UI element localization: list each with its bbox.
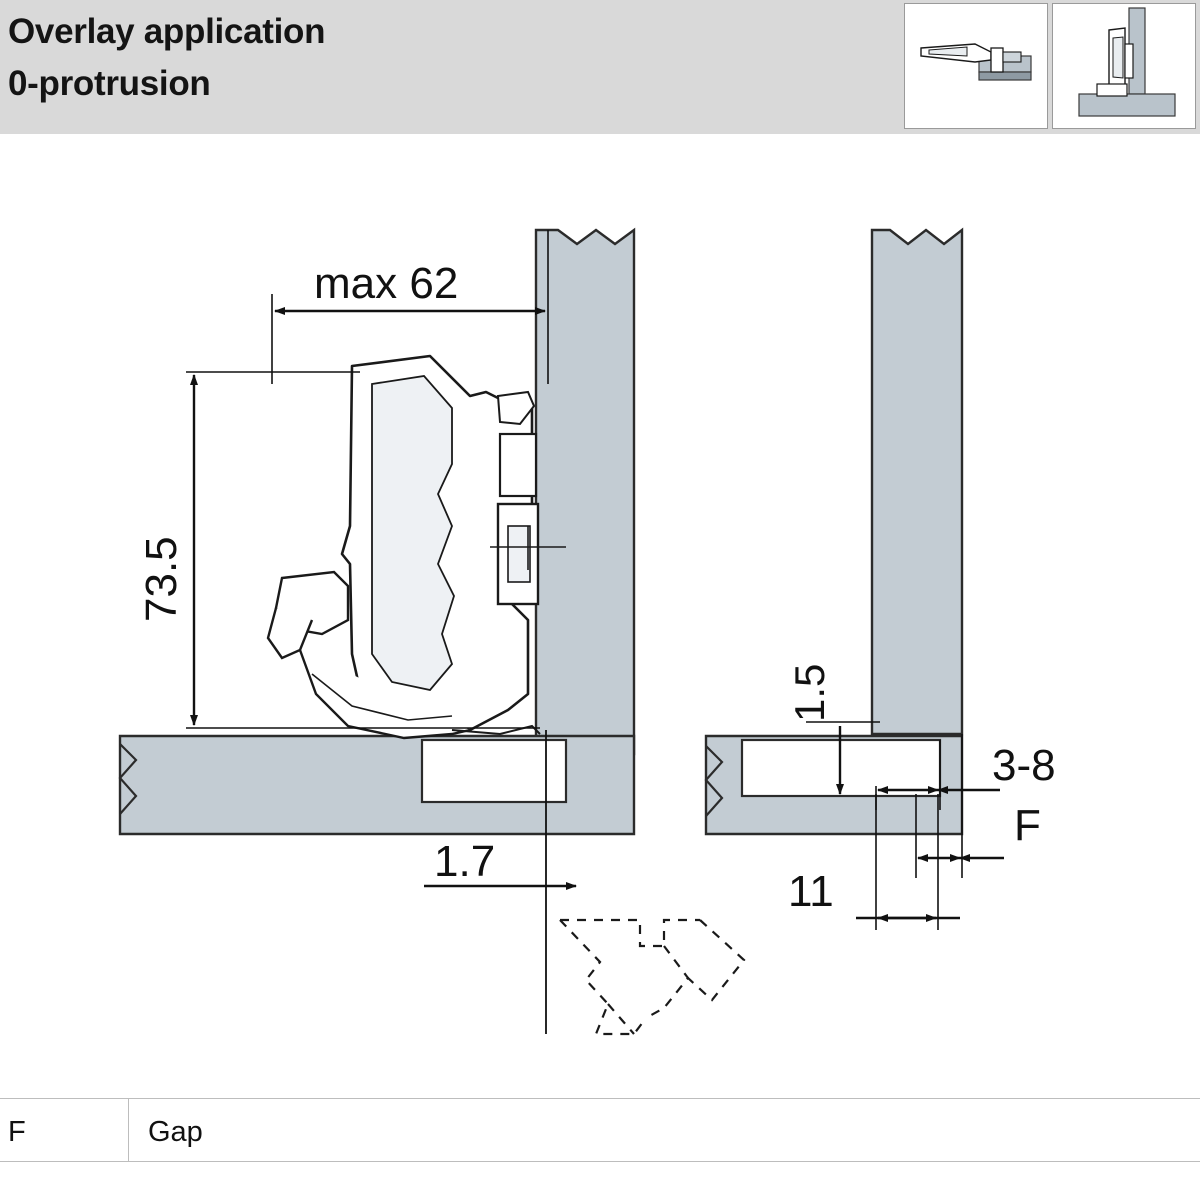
legend-divider <box>128 1099 129 1162</box>
technical-drawing <box>0 134 1200 1074</box>
hinge-open-side-view-thumbnail[interactable] <box>904 3 1048 129</box>
legend-key: F <box>8 1116 26 1148</box>
dimension-label-max-62: max 62 <box>314 259 459 308</box>
left-view-group <box>120 230 744 1034</box>
door-swing-outline <box>560 920 744 1034</box>
dimension-label-f: F <box>1014 801 1041 850</box>
cabinet-panel-left <box>120 736 634 834</box>
dimension-label-11: 11 <box>788 867 834 916</box>
dimension-label-1-5: 1.5 <box>786 663 833 722</box>
cabinet-panel-right <box>706 736 962 834</box>
page-title <box>8 6 888 110</box>
page-title-line-2: 0-protrusion <box>8 64 211 103</box>
dimension-label-73-5: 73.5 <box>137 536 186 622</box>
bottom-strip <box>0 1163 1200 1200</box>
page-title-line-1: Overlay application <box>8 12 326 51</box>
thumbnail-strip <box>904 3 1196 129</box>
legend-row <box>0 1098 1200 1162</box>
legend-value: Gap <box>148 1116 203 1148</box>
dimension-label-3-8: 3-8 <box>992 741 1056 790</box>
right-view-group <box>706 230 1056 930</box>
door-panel-right <box>872 230 962 734</box>
header-bar <box>0 0 1200 134</box>
hinge-closed-corner-view-thumbnail[interactable] <box>1052 3 1196 129</box>
hinge-assembly-left <box>268 356 566 738</box>
dimension-label-1-7: 1.7 <box>434 837 496 886</box>
drawing-svg <box>0 134 1200 1074</box>
door-panel-left <box>536 230 634 754</box>
